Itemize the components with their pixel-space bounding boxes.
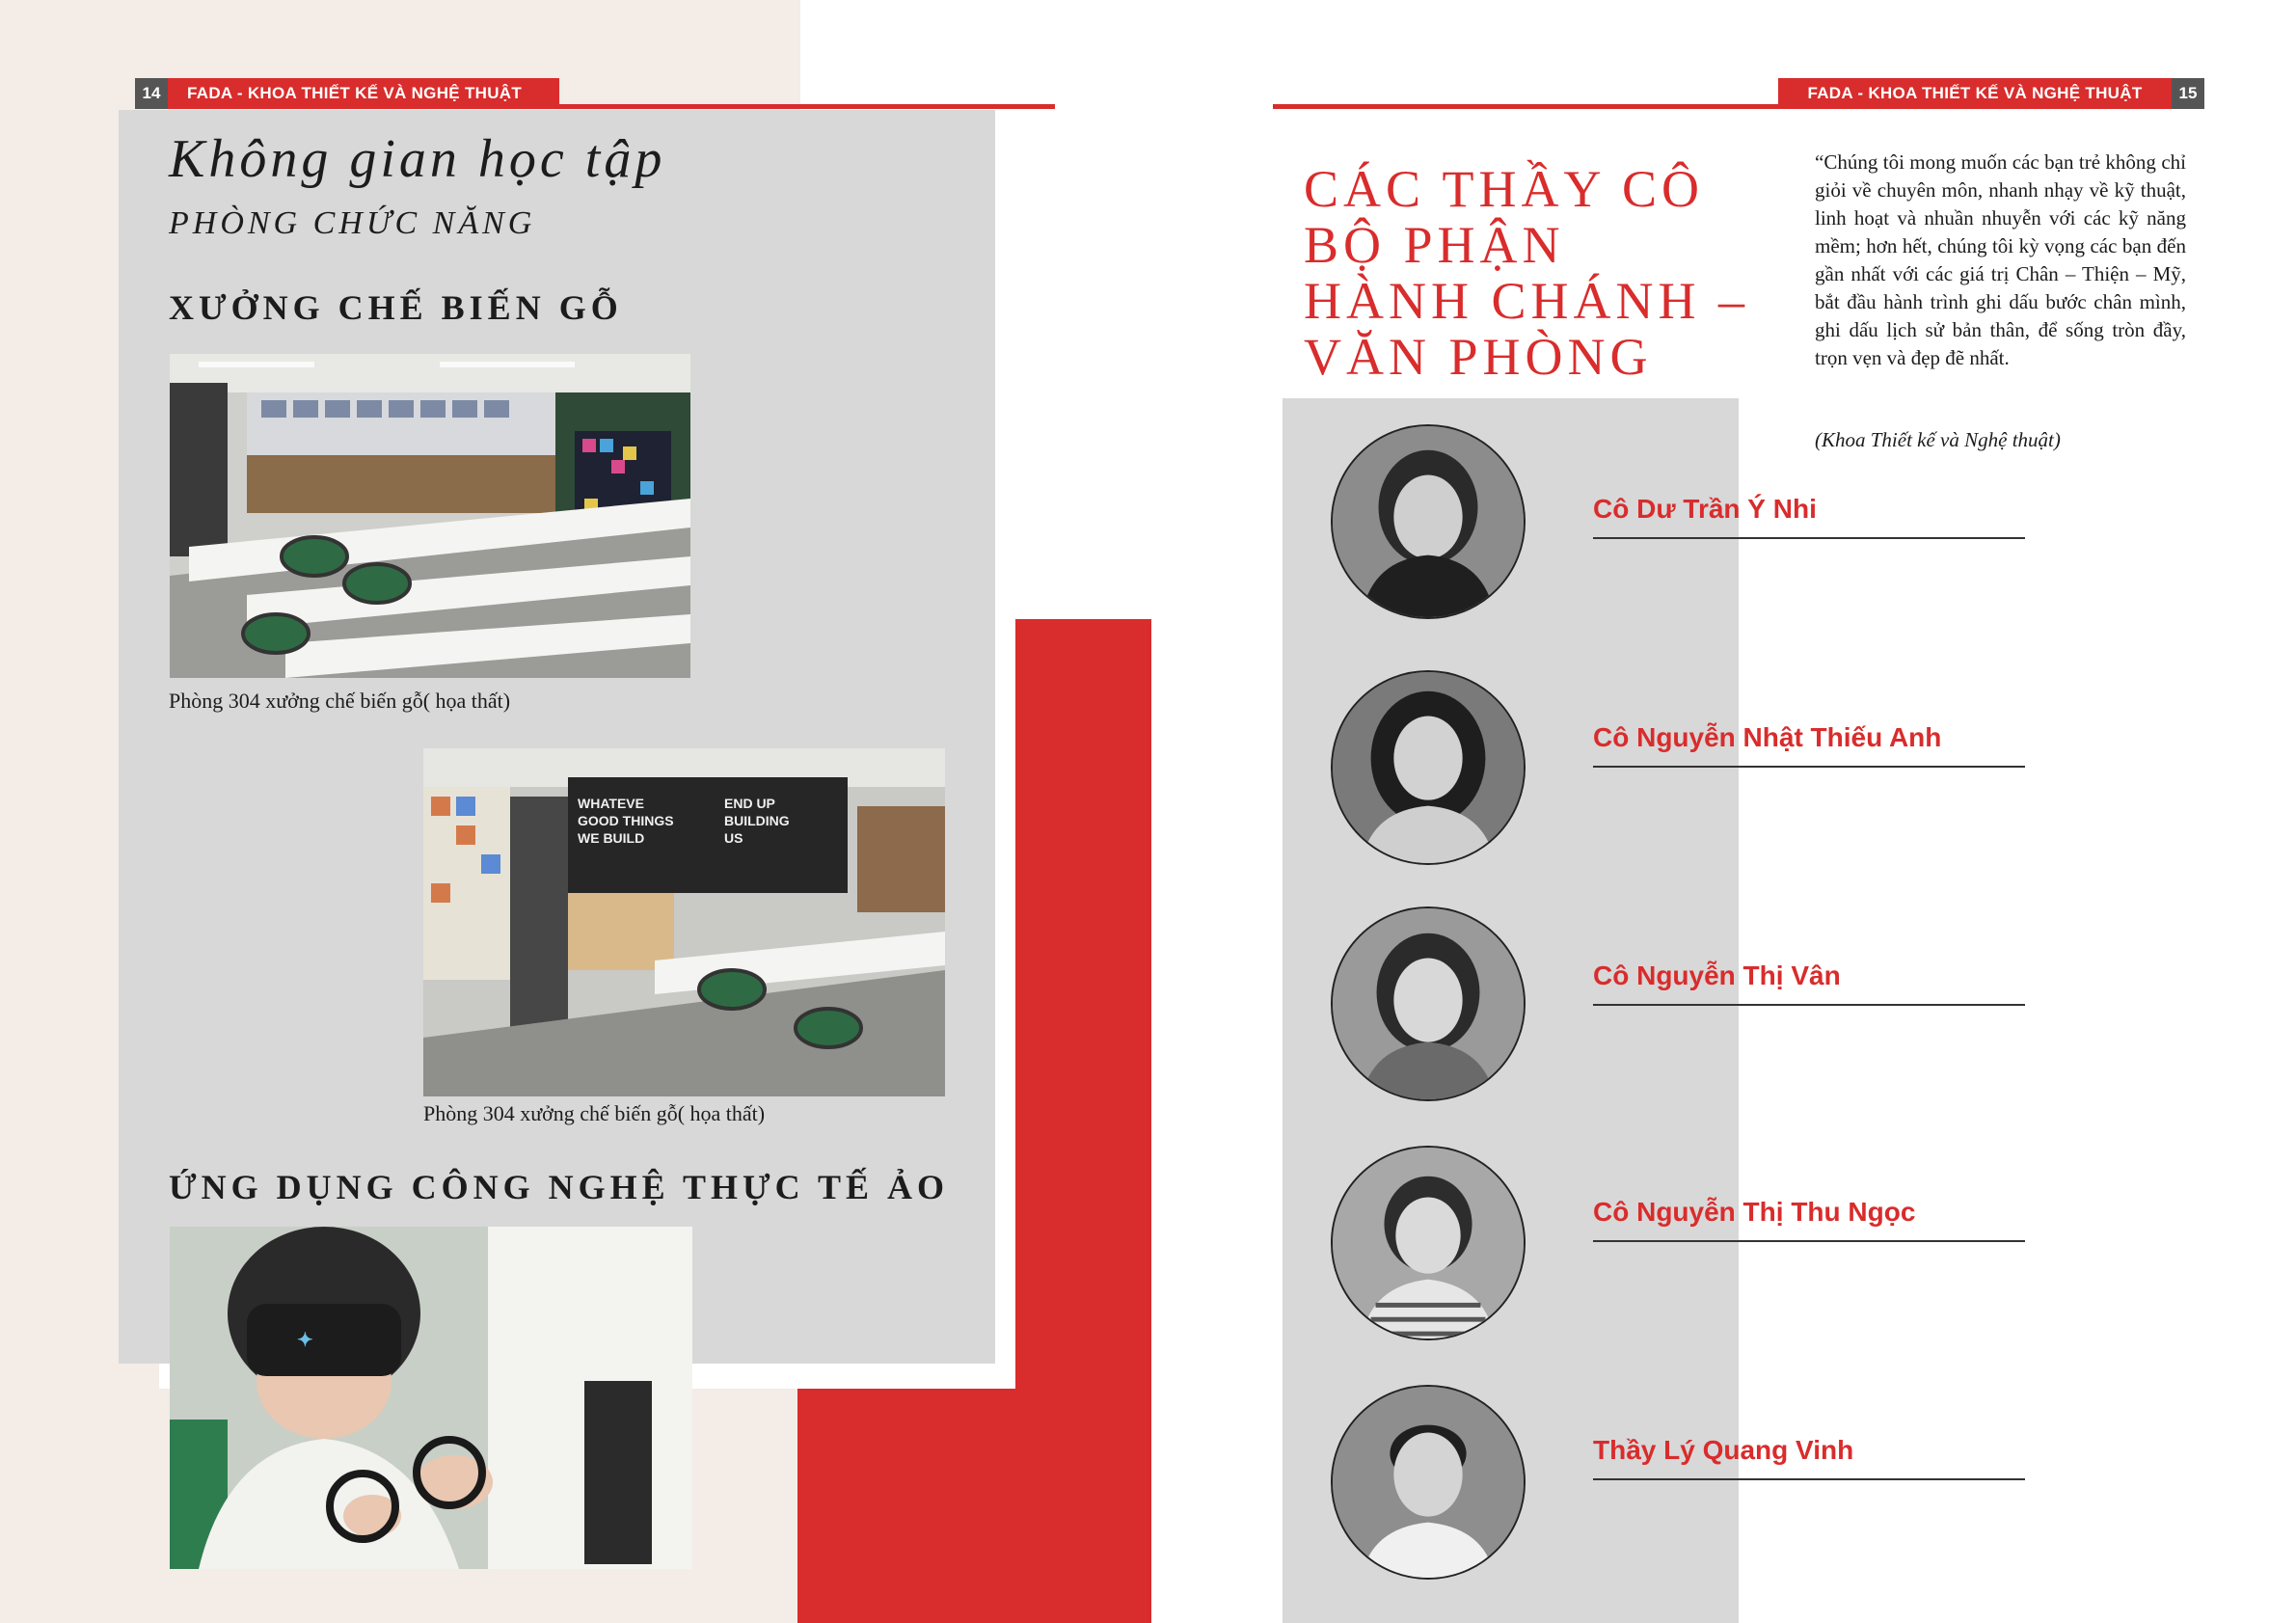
staff-section-heading: [1304, 161, 1749, 385]
page-number-right: 15: [2172, 78, 2204, 109]
photo1-caption: Phòng 304 xưởng chế biến gỗ( họa thất): [169, 689, 511, 713]
staff-divider: [1593, 1004, 2025, 1006]
header-rule-left: [559, 104, 1055, 109]
staff-name: Cô Nguyễn Thị Vân: [1593, 960, 1841, 990]
avatar: [1331, 1385, 1526, 1580]
avatar: [1331, 670, 1526, 865]
staff-name: Cô Nguyễn Nhật Thiếu Anh: [1593, 722, 1942, 752]
woodshop-photo-2: [423, 748, 945, 1096]
heading-line-2: BỘ PHẬN: [1304, 216, 1565, 274]
svg-text:✦: ✦: [297, 1330, 313, 1351]
avatar: [1331, 906, 1526, 1101]
staff-name: Cô Nguyễn Thị Thu Ngọc: [1593, 1197, 1916, 1227]
header-rule-right: [1273, 104, 1778, 109]
staff-divider: [1593, 1478, 2025, 1480]
header-title-left: FADA - KHOA THIẾT KẾ VÀ NGHỆ THUẬT: [168, 78, 559, 109]
vr-photo: [170, 1227, 692, 1569]
sign2-line-1: END UP: [724, 796, 775, 811]
staff-divider: [1593, 766, 2025, 768]
header-title-right: FADA - KHOA THIẾT KẾ VÀ NGHỆ THUẬT: [1778, 78, 2172, 109]
section-heading-vr: ỨNG DỤNG CÔNG NGHỆ THỰC TẾ ẢO: [169, 1168, 950, 1206]
quote-source: (Khoa Thiết kế và Nghệ thuật): [1815, 428, 2061, 451]
sign2-line-2: BUILDING: [724, 813, 790, 828]
heading-line-1: CÁC THẦY CÔ: [1304, 160, 1705, 218]
page-title: Không gian học tập: [169, 129, 666, 189]
sign2-line-3: US: [724, 830, 743, 846]
staff-divider: [1593, 537, 2025, 539]
staff-divider: [1593, 1240, 2025, 1242]
staff-name: Cô Dư Trần Ý Nhi: [1593, 494, 1817, 524]
avatar: [1331, 424, 1526, 619]
section-heading-woodshop: XƯỞNG CHẾ BIẾN GỖ: [169, 288, 623, 327]
heading-line-3: HÀNH CHÁNH –: [1304, 272, 1749, 330]
red-decor-block: [1015, 619, 1151, 1623]
page-number-left: 14: [135, 78, 168, 109]
woodshop-photo-1: [170, 354, 690, 678]
sign-line-2: GOOD THINGS: [578, 813, 674, 828]
photo2-caption: Phòng 304 xưởng chế biến gỗ( họa thất): [423, 1101, 766, 1125]
sign-line-3: WE BUILD: [578, 830, 645, 846]
avatar: [1331, 1146, 1526, 1340]
staff-name: Thầy Lý Quang Vinh: [1593, 1435, 1854, 1465]
sign-line-1: WHATEVE: [578, 796, 644, 811]
heading-line-4: VĂN PHÒNG: [1304, 328, 1653, 386]
faculty-quote: “Chúng tôi mong muốn các bạn trẻ không chỉ giỏi về chuyên môn, nhanh nhạy về kỹ thuật, linh hoạt và nhuần nhuyễn với các kỹ năng mềm; hơn hết, chúng tôi kỳ vọng các bạn đến gần nhất với các giá trị Chân – Thiện – Mỹ, bắt đầu hành trình ghi dấu bước chân mình, ghi dấu lịch sử bản thân, để sống tròn đầy, trọn vẹn và đẹp đẽ nhất.: [1815, 150, 2186, 369]
page-subtitle: PHÒNG CHỨC NĂNG: [169, 205, 536, 241]
